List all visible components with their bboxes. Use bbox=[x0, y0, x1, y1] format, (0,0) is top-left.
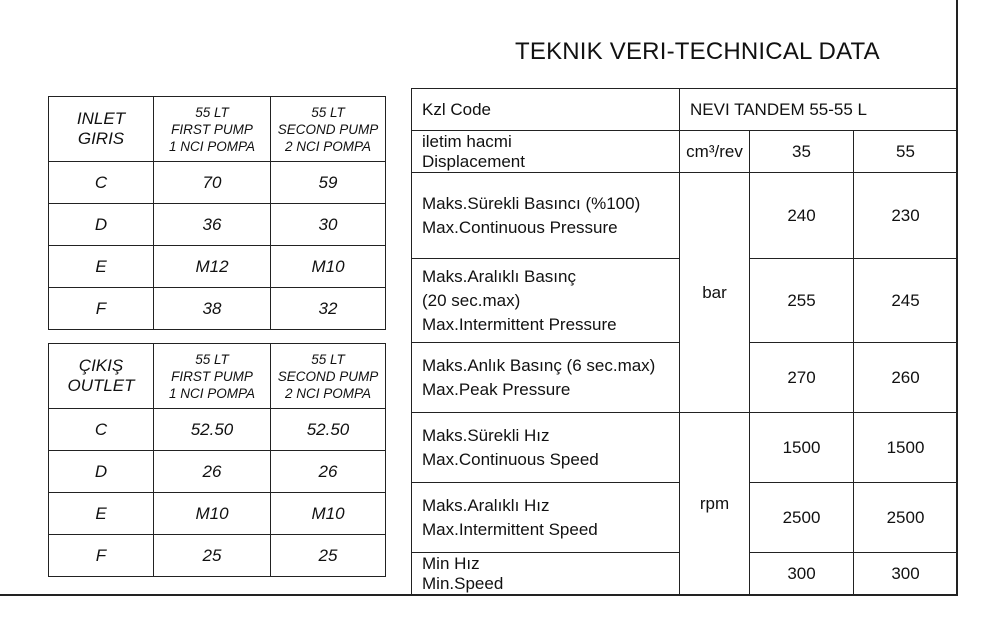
table-row bbox=[49, 409, 386, 451]
outlet-second-value: M10 bbox=[271, 493, 386, 535]
spec-first-value: 1500 bbox=[750, 413, 854, 483]
table-row bbox=[412, 413, 958, 483]
spec-label: Maks.Aralıklı Hız Max.Intermittent Speed bbox=[412, 483, 680, 553]
outlet-header-second-pump: 55 LT SECOND PUMP 2 NCI POMPA bbox=[271, 344, 386, 409]
inlet-first-value: 38 bbox=[154, 288, 271, 330]
spec-second-value: 300 bbox=[854, 553, 958, 595]
spec-second-value: 245 bbox=[854, 259, 958, 343]
table-row bbox=[412, 173, 958, 259]
outlet-row-label: C bbox=[49, 409, 154, 451]
spec-first-value: 255 bbox=[750, 259, 854, 343]
outlet-row-label: F bbox=[49, 535, 154, 577]
outlet-row-label: D bbox=[49, 451, 154, 493]
outlet-row-label: E bbox=[49, 493, 154, 535]
inlet-header-port: INLET GIRIS bbox=[49, 97, 154, 162]
inlet-header-second-pump: 55 LT SECOND PUMP 2 NCI POMPA bbox=[271, 97, 386, 162]
outlet-first-value: 26 bbox=[154, 451, 271, 493]
code-value: NEVI TANDEM 55-55 L bbox=[680, 89, 958, 131]
code-label: Kzl Code bbox=[412, 89, 680, 131]
speed-unit: rpm bbox=[680, 413, 750, 595]
spec-first-value: 240 bbox=[750, 173, 854, 259]
inlet-row-label: D bbox=[49, 204, 154, 246]
table-row bbox=[49, 162, 386, 204]
spec-second-value: 1500 bbox=[854, 413, 958, 483]
outlet-header-port: ÇIKIŞ OUTLET bbox=[49, 344, 154, 409]
inlet-row-label: C bbox=[49, 162, 154, 204]
outlet-table bbox=[48, 343, 386, 577]
spec-first-value: 2500 bbox=[750, 483, 854, 553]
spec-label: Maks.Sürekli Hız Max.Continuous Speed bbox=[412, 413, 680, 483]
code-row bbox=[412, 89, 958, 131]
outlet-header-first-pump: 55 LT FIRST PUMP 1 NCI POMPA bbox=[154, 344, 271, 409]
outlet-header-row bbox=[49, 344, 386, 409]
spec-first-value: 300 bbox=[750, 553, 854, 595]
outlet-second-value: 52.50 bbox=[271, 409, 386, 451]
outlet-first-value: 52.50 bbox=[154, 409, 271, 451]
spec-second-value: 230 bbox=[854, 173, 958, 259]
table-row bbox=[49, 535, 386, 577]
inlet-second-value: 32 bbox=[271, 288, 386, 330]
table-row bbox=[49, 246, 386, 288]
displacement-first-value: 35 bbox=[750, 131, 854, 173]
spec-label: Maks.Sürekli Basıncı (%100) Max.Continuous Pressure bbox=[412, 173, 680, 259]
spec-label: Maks.Aralıklı Basınç (20 sec.max) Max.Intermittent Pressure bbox=[412, 259, 680, 343]
page-title: TEKNIK VERI-TECHNICAL DATA bbox=[515, 38, 880, 65]
spec-label: Min Hız Min.Speed bbox=[412, 553, 680, 595]
outlet-second-value: 26 bbox=[271, 451, 386, 493]
table-row bbox=[49, 493, 386, 535]
spec-second-value: 2500 bbox=[854, 483, 958, 553]
inlet-first-value: 36 bbox=[154, 204, 271, 246]
displacement-unit: cm³/rev bbox=[680, 131, 750, 173]
displacement-row bbox=[412, 131, 958, 173]
inlet-second-value: 30 bbox=[271, 204, 386, 246]
inlet-header-first-pump: 55 LT FIRST PUMP 1 NCI POMPA bbox=[154, 97, 271, 162]
outlet-second-value: 25 bbox=[271, 535, 386, 577]
technical-data-table bbox=[411, 88, 958, 595]
table-row bbox=[49, 288, 386, 330]
table-row bbox=[49, 451, 386, 493]
inlet-second-value: M10 bbox=[271, 246, 386, 288]
inlet-header-row bbox=[49, 97, 386, 162]
spec-label: Maks.Anlık Basınç (6 sec.max) Max.Peak Pressure bbox=[412, 343, 680, 413]
inlet-second-value: 59 bbox=[271, 162, 386, 204]
outlet-first-value: M10 bbox=[154, 493, 271, 535]
inlet-first-value: M12 bbox=[154, 246, 271, 288]
displacement-label: iletim hacmi Displacement bbox=[412, 131, 680, 173]
displacement-second-value: 55 bbox=[854, 131, 958, 173]
outlet-first-value: 25 bbox=[154, 535, 271, 577]
inlet-first-value: 70 bbox=[154, 162, 271, 204]
spec-first-value: 270 bbox=[750, 343, 854, 413]
table-row bbox=[49, 204, 386, 246]
inlet-row-label: E bbox=[49, 246, 154, 288]
pressure-unit: bar bbox=[680, 173, 750, 413]
inlet-row-label: F bbox=[49, 288, 154, 330]
inlet-table bbox=[48, 96, 386, 330]
spec-second-value: 260 bbox=[854, 343, 958, 413]
